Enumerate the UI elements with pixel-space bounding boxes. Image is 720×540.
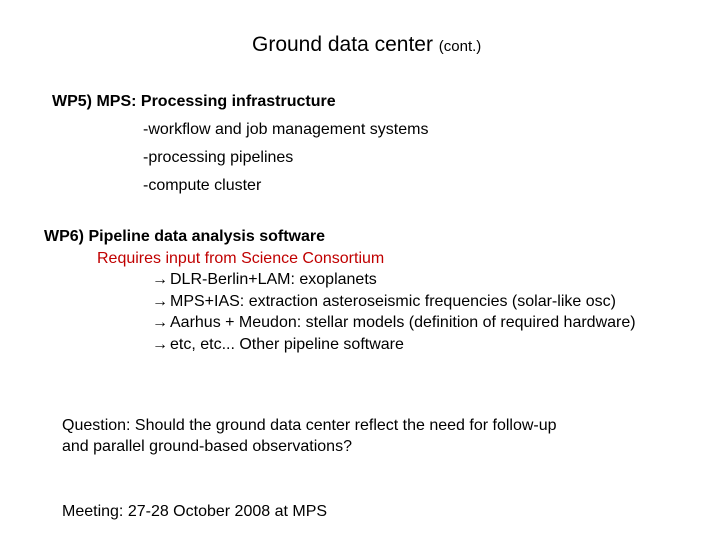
arrow-right-icon: →	[152, 314, 168, 331]
wp6-item-text: DLR-Berlin+LAM: exoplanets	[170, 271, 377, 288]
arrow-right-icon: →	[152, 293, 168, 310]
wp6-heading: WP6) Pipeline data analysis software	[44, 228, 325, 245]
wp5-heading: WP5) MPS: Processing infrastructure	[52, 93, 336, 110]
wp5-item: -processing pipelines	[143, 149, 294, 166]
wp6-item	[152, 314, 636, 332]
question-line: and parallel ground-based observations?	[62, 438, 352, 455]
wp6-item	[152, 271, 377, 289]
slide-title-suffix: (cont.)	[438, 38, 482, 55]
wp6-item-text: Aarhus + Meudon: stellar models (definition of required hardware)	[170, 314, 636, 331]
wp6-item-text: MPS+IAS: extraction asteroseismic frequencies (solar-like osc)	[170, 293, 616, 310]
wp6-note: Requires input from Science Consortium	[97, 250, 385, 267]
wp6-item	[152, 293, 616, 311]
arrow-right-icon: →	[152, 336, 168, 353]
wp6-item	[152, 336, 404, 354]
question-line: Question: Should the ground data center reflect the need for follow-up	[62, 417, 557, 434]
wp6-item-text: etc, etc... Other pipeline software	[170, 336, 404, 353]
slide-title	[252, 33, 481, 57]
wp5-item: -workflow and job management systems	[143, 121, 429, 138]
meeting-info: Meeting: 27-28 October 2008 at MPS	[62, 503, 328, 520]
slide-title-main: Ground data center	[252, 33, 433, 56]
arrow-right-icon: →	[152, 271, 168, 288]
wp5-item: -compute cluster	[143, 177, 262, 194]
